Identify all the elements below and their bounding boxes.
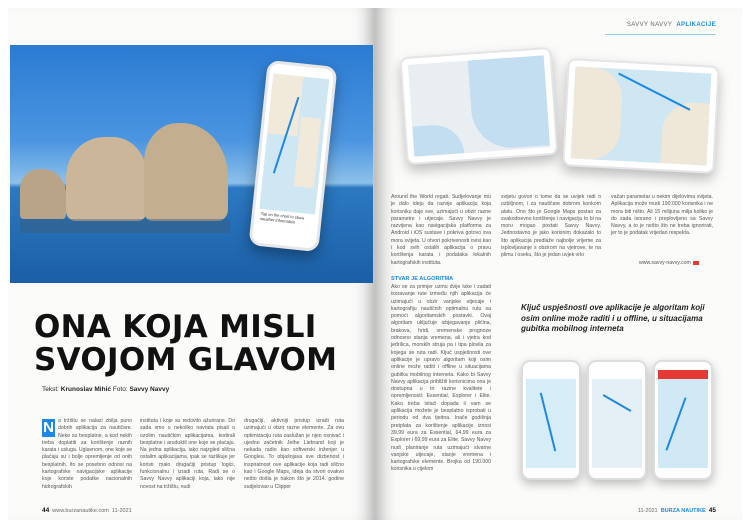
phone-topbar-1 [526, 370, 576, 379]
credit-author: Krunoslav Mihić [60, 386, 112, 393]
column-1-text: a tržištu se nalazi zbilja puno dobrih aplikacija za nautičare. Neke su besplatne, a kod nekih treba doplatiti za korištenje raznih karata i usluga. Uglavnom, one koje se plaćaju su i bolje opremljenje od onih besplatnih. Ito se posebno odnosi na kartografske navigacijske aplikacije koje koriste podatke nacionalnih hidrografskih [42, 418, 132, 490]
tablet-mockup-1 [399, 47, 558, 165]
headline-line-2: SVOJOM GLAVOM [34, 342, 338, 378]
phone-screen-1 [526, 370, 576, 468]
credit-photo: Savvy Navvy [129, 386, 170, 393]
map-route [618, 73, 690, 111]
map-water [468, 55, 550, 150]
right-column-2 [501, 194, 601, 260]
magazine-spread [8, 8, 742, 520]
map-water [412, 123, 464, 156]
column-3-text: drugačiji, aktivniji pristup izradi ruta uzimajući u obzir razne elemente. Za ovu optimizaciju ruta zaslužan je njen osnivač i ujedno začetnik Jethe Liebrand koji je nekada radio kao softverski inženjer u Googleu. To objašnjava sve dizbenost i inspiratnost ove aplikacije koja radi slično kao i Google Maps, ideja da stvori ovakvo nešto došla je nakon što je 2014. godine sudjelovao u Clipper [244, 418, 344, 490]
right-folio [638, 507, 716, 514]
credit-label-photo: Foto: [111, 386, 130, 393]
body-column-3 [244, 418, 344, 491]
phone-topbar-3 [658, 370, 708, 379]
header-section: APLIKACIJE [676, 22, 716, 28]
tablet-map-1 [408, 55, 550, 156]
section-subheading: STVAR JE ALGORITMA [391, 276, 454, 282]
phone-card-text: Tap on the chart to show weather information [257, 209, 315, 235]
left-page [8, 8, 375, 520]
route-end-marker-icon [693, 261, 699, 265]
hero-photo [10, 45, 373, 283]
column-2-text: instituta i koje su redovito ažurirane. Do sada smo u nekoliko navrata pisali o ozolim nautičkim aplikacijama, testirali besplatne i aruduktil one koje se plaćaju. Na jedna aplikacija, iako najzgled slična ostalim aplikacijama, ipak se razlikuje jer koristi malo drugačiji pristup logici, funkcionalnu i izradi ruta. Radi se o Savvy Navvy aplikaciji koja, iako nije novost na tržištu, nudi [140, 418, 235, 490]
phone-screen-2 [592, 370, 642, 468]
phone-mockup-2 [587, 360, 647, 480]
rock-right [144, 123, 228, 221]
header-rule [605, 34, 716, 35]
tablet-mockup-2 [562, 58, 719, 174]
phone-mockup-1 [521, 360, 581, 480]
issue-right: 11-2021 [637, 508, 658, 514]
phone-topbar-2 [592, 370, 642, 379]
right-column-3 [611, 194, 713, 238]
pull-quote: Ključ uspješnosti ove aplikacije je algoritam koji osim online može raditi i u offline, u situacijama gubitka mobilnog interneta [521, 303, 705, 333]
page-number-left: 44 [42, 507, 50, 514]
footer-brand: BURZA NAUTIKE [660, 508, 706, 514]
app-url [639, 260, 699, 266]
running-header [627, 22, 716, 28]
credit-label-text: Tekst: [42, 386, 61, 393]
phone-screen-3 [658, 370, 708, 468]
header-brand: SAVVY NAVVY [626, 22, 673, 28]
page-headline [34, 311, 337, 377]
hero-phone-mockup [248, 60, 337, 252]
rock-left [20, 169, 66, 219]
issue-left: 11-2021 [111, 508, 132, 514]
page-number-right: 45 [708, 507, 716, 514]
headline-line-1: ONA KOJA MISLI [34, 309, 317, 345]
site-url: www.burzanautike.com [52, 508, 109, 514]
body-column-1 [42, 418, 132, 491]
map-land [661, 101, 710, 165]
right-column-1 [391, 194, 491, 267]
map-land [267, 74, 303, 137]
body-column-2 [140, 418, 235, 491]
rock-reflection [20, 219, 230, 233]
right-column-1-body [391, 284, 491, 474]
right-page [375, 8, 742, 520]
right-col1-body: Ako se za primjer uzmu dvije luke i zadati isoravanje rute između njih aplikacija će uzimajući u obzir vanjske utjecaje i kartografiju nautičnih optimalnu rutu sa pomoći algoritamskih postavki. Ovaj algoritam uključuje izbjegavanje plićina, brakova, hridi, vremenske prognoze odnosno stanja vremena, ali i vjetra kod jedrilica, morskih struja pa i tipa plovila za kojega se ruta radi. Ključ uspješnosti ove aplikacije je upravo algoritam koji osim online može raditi i offline u situacijama gubitka mobilnog interneta. Kako bi Savvy Navvy aplikacija približili korisnicima ona je dostupna u tri razine kvalitete i opremljenosti: Essential, Explorer i Elite. Kako treba istaći dopada li vam se aplikacija možete je besplatno isprobati u periodu od dva tjedna. Inače godišnja pretplata za korištenje aplikacije iznosi 39,99 eura za Essential, 64,99 eura za Explorer i 69,99 eura za Elite. Savvy Navvy nudi planiranje ruta uzimajući stvarne vanjske utjecaje, stanje vremena i kartografske elemente. Brojka od 190.000 korisnika u cijelom [391, 284, 491, 473]
phone-mockup-3 [653, 360, 713, 480]
left-folio [42, 507, 132, 514]
drop-cap: N [43, 419, 54, 436]
tablet-map-2 [571, 67, 712, 166]
right-col2-text: svijetu govori o tome da se uvijek radi o ozbiljnom, i za nautičare dobrom konkom alatu. Ono što je Google Maps postao za svakodnevno korištenje i navigaciju to bi na moru mogao postati Savvy Navvy. Jednostavno je jako korisnim dokazalo to što aplikacija predlaže najbolje vrijeme za isplovljavanje s obzirom na vjetrove, te na plimu i oseku, što je jedan uvjek vrlo [501, 194, 601, 259]
rock-middle [66, 137, 146, 221]
phone-map [259, 74, 329, 215]
right-col1-top: Around the World regati. Sudjelovanje mu je dalo ideju da razvije aplikaciju koja korisniku daje sve, uzimajući u obzir razne parametre i utjecaje. Savvy Navvy je razvijena kao navigacijska platforma za Android i iOS sustave i pokriva gotovo sva mora svijeta. U otvori pokrivenosti ovisi kao i kod svih ostalih aplikacija o pravu korištenja karata i podataka lokalnih kartografskih instituta. [391, 194, 491, 266]
app-url-text: www.savvy-navvy.com [639, 260, 691, 266]
map-land [571, 67, 624, 161]
right-col3-text: važan parametar u nekim dijelovima svijeta. Aplikacija može mudi 190.000 korisnika i ne mora biti ništo. Ali 15 milijuna milja koliko je do sada isorano i preplovljeno sa Savvy Navvy, a to je nešto što ne treba ignorirati, jer to je podatak vrijedan respekta. [611, 194, 713, 237]
byline [42, 386, 169, 393]
